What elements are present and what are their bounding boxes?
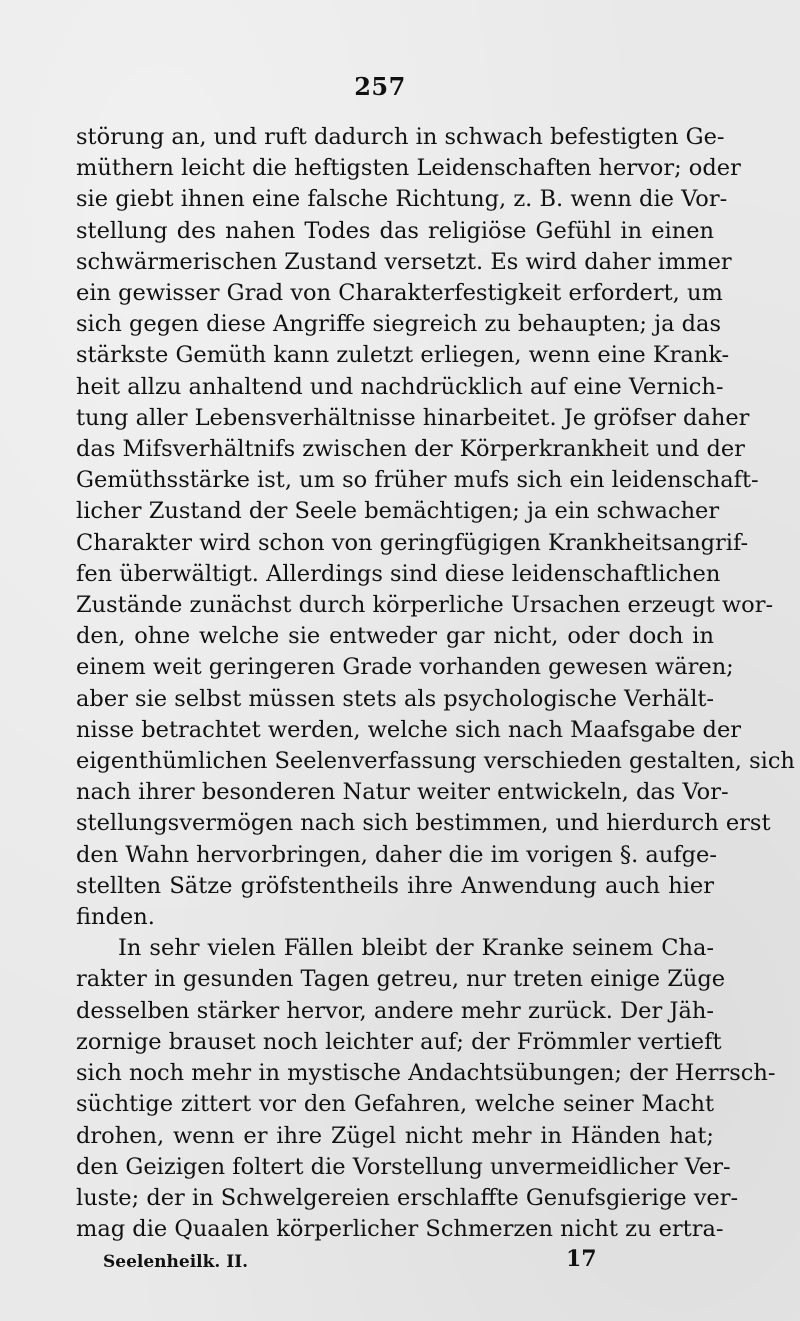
text-line: In sehr vielen Fällen bleibt der Kranke seinem Cha- <box>118 935 714 962</box>
text-line: einem weit geringeren Grade vorhanden gewesen wären; <box>76 654 734 681</box>
text-line: eigenthümlichen Seelenverfassung verschieden gestalten, sich <box>76 748 795 775</box>
text-line: Gemüthsstärke ist, um so früher mufs sich ein leidenschaft- <box>76 467 759 494</box>
text-line: zornige brauset noch leichter auf; der Frömmler vertieft <box>76 1028 722 1055</box>
paragraph-2 <box>76 933 776 1245</box>
text-line: sich gegen diese Angriffe siegreich zu behaupten; ja das <box>76 311 722 338</box>
page-number: 257 <box>354 72 406 101</box>
text-line: Zustände zunächst durch körperliche Ursachen erzeugt wor- <box>76 592 774 619</box>
text-line: störung an, und ruft dadurch in schwach befestigten Ge- <box>76 124 725 150</box>
paragraph-1 <box>76 122 795 933</box>
signature-mark: Seelenheilk. II. <box>103 1252 249 1272</box>
text-line: sie giebt ihnen eine falsche Richtung, z. B. wenn die Vor- <box>76 186 728 213</box>
text-line: licher Zustand der Seele bemächtigen; ja ein schwacher <box>76 498 720 525</box>
text-line: desselben stärker hervor, andere mehr zurück. Der Jäh- <box>76 997 714 1024</box>
text-line: sich noch mehr in mystische Andachtsübungen; der Herrsch- <box>76 1060 776 1087</box>
text-line: stärkste Gemüth kann zuletzt erliegen, wenn eine Krank- <box>76 342 730 369</box>
text-line: heit allzu anhaltend und nachdrücklich auf eine Vernich- <box>76 373 724 400</box>
text-line: schwärmerischen Zustand versetzt. Es wird daher immer <box>76 248 732 275</box>
text-line: nach ihrer besonderen Natur weiter entwickeln, das Vor- <box>76 779 729 806</box>
text-line: drohen, wenn er ihre Zügel nicht mehr in Händen hat; <box>76 1122 714 1149</box>
body-text <box>76 122 795 1245</box>
text-line: stellten Sätze gröfstentheils ihre Anwendung auch hier <box>76 872 714 899</box>
text-line: süchtige zittert vor den Gefahren, welche seiner Macht <box>76 1091 714 1118</box>
text-line: luste; der in Schwelgereien erschlaffte Genufsgierige ver- <box>76 1184 739 1211</box>
text-line: rakter in gesunden Tagen getreu, nur treten einige Züge <box>76 966 726 993</box>
text-line: den Geizigen foltert die Vorstellung unvermeidlicher Ver- <box>76 1153 731 1180</box>
text-line: stellungsvermögen nach sich bestimmen, und hierdurch erst <box>76 810 771 837</box>
text-line: fen überwältigt. Allerdings sind diese leidenschaftlichen <box>76 560 721 587</box>
text-line: müthern leicht die heftigsten Leidenschaften hervor; oder <box>76 155 741 182</box>
text-line: den Wahn hervorbringen, daher die im vorigen §. aufge- <box>76 841 717 868</box>
text-line: das Mifsverhältnifs zwischen der Körperkrankheit und der <box>76 436 745 463</box>
sheet-number: 17 <box>566 1246 597 1272</box>
text-line: stellung des nahen Todes das religiöse Gefühl in einen <box>76 217 714 244</box>
text-line: nisse betrachtet werden, welche sich nach Maafsgabe der <box>76 716 742 743</box>
text-line: mag die Quaalen körperlicher Schmerzen nicht zu ertra- <box>76 1216 724 1243</box>
text-line: finden. <box>76 904 155 931</box>
text-line: Charakter wird schon von geringfügigen Krankheitsangrif- <box>76 529 749 556</box>
text-line: ein gewisser Grad von Charakterfestigkeit erfordert, um <box>76 280 723 307</box>
text-line: aber sie selbst müssen stets als psychologische Verhält- <box>76 685 715 712</box>
text-line: den, ohne welche sie entweder gar nicht, oder doch in <box>76 623 714 650</box>
text-line: tung aller Lebensverhältnisse hinarbeitet. Je gröfser daher <box>76 404 750 431</box>
